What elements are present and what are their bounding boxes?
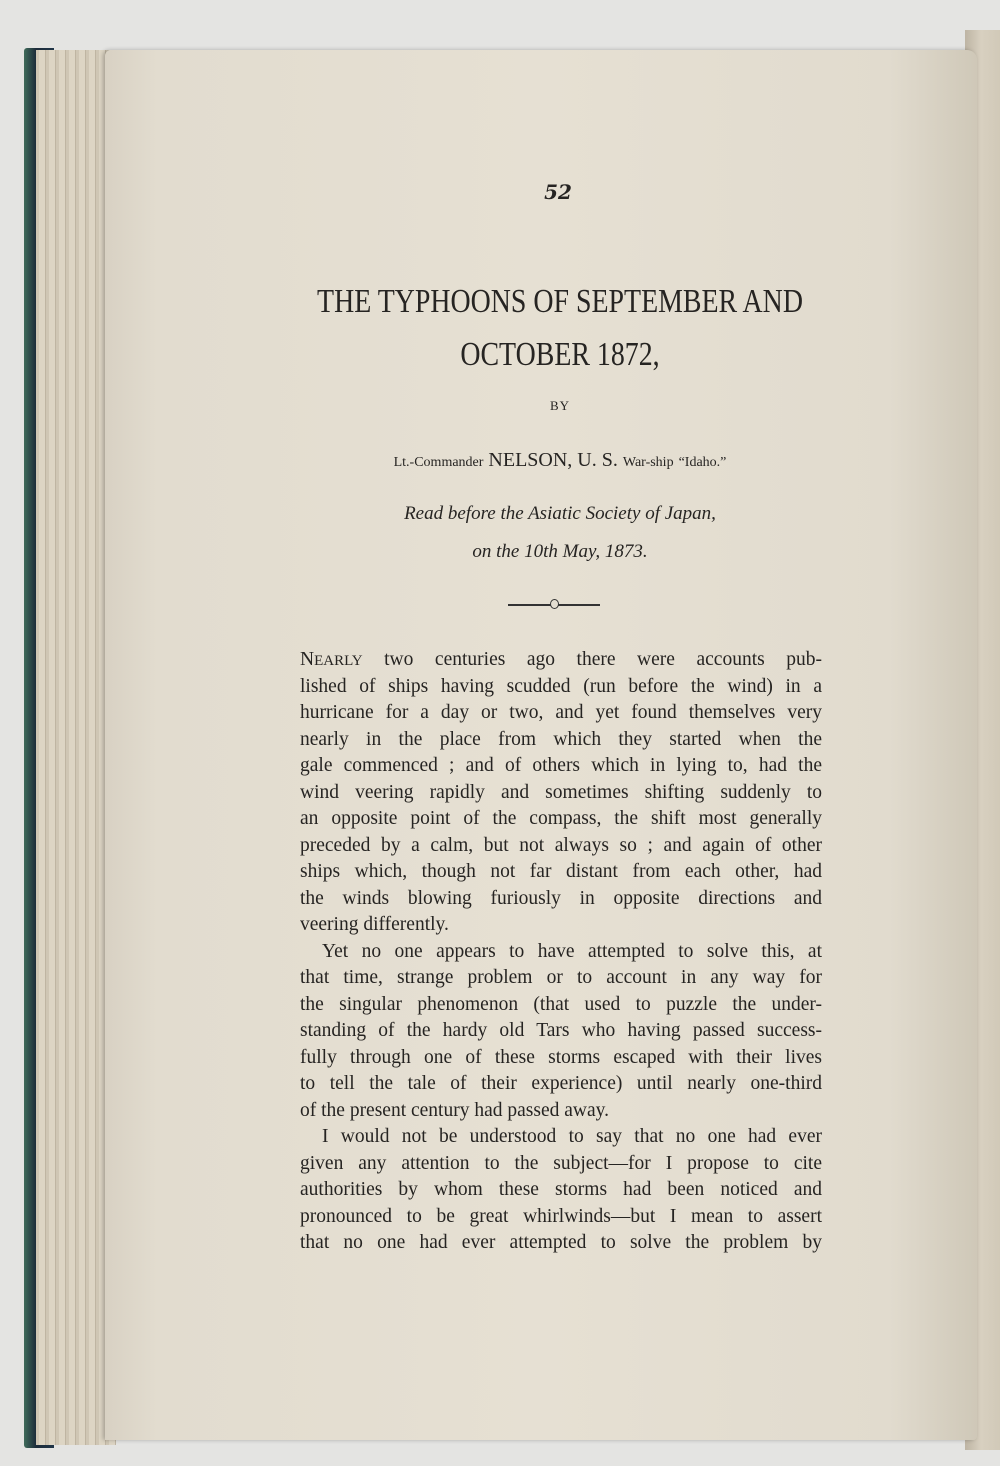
body-line: Yet no one appears to have attempted to solve this, at [322, 940, 822, 962]
ornament-divider [508, 604, 600, 606]
body-line: pronounced to be great whirlwinds—but I mean to assert [300, 1205, 822, 1227]
body-line: that no one had ever attempted to solve the problem by [300, 1232, 822, 1253]
body-line: the singular phenomenon (that used to puzzle the under- [300, 993, 822, 1015]
author-line [290, 449, 830, 472]
ship-prefix: War-ship [622, 455, 674, 470]
body-line: I would not be understood to say that no one had ever [322, 1126, 822, 1147]
body-line: NEARLY two centuries ago there were accounts pub- [300, 649, 822, 670]
ship-name: “Idaho.” [678, 455, 727, 470]
body-line: nearly in the place from which they started when the [300, 728, 822, 750]
body-line: given any attention to the subject—for I propose to cite [300, 1152, 822, 1174]
body-line: fully through one of these storms escaped with their lives [300, 1046, 822, 1068]
title-line-1: THE TYPHOONS OF SEPTEMBER AND [317, 283, 803, 320]
body-line: to tell the tale of their experience) until nearly one-third [300, 1073, 822, 1094]
body-line: preceded by a calm, but not always so ; and again of other [300, 834, 822, 856]
read-date-line: on the 10th May, 1873. [472, 541, 648, 562]
body-line: that time, strange problem or to account in any way for [300, 967, 822, 988]
body-line: an opposite point of the compass, the shift most generally [300, 808, 822, 829]
page-number: 52 [544, 180, 572, 204]
author-prefix: Lt.-Commander [393, 455, 484, 470]
author-name: NELSON, U. S. [488, 449, 618, 471]
ornament-circle [550, 599, 559, 609]
body-line: of the present century had passed away. [300, 1099, 609, 1121]
body-line: wind veering rapidly and sometimes shifting suddenly to [300, 781, 822, 803]
body-line: the winds blowing furiously in opposite directions and [300, 887, 822, 909]
body-line: veering differently. [300, 914, 449, 935]
body-line: lished of ships having scudded (run before the wind) in a [300, 675, 822, 697]
body-line: authorities by whom these storms had been noticed and [300, 1179, 822, 1200]
by-label: BY [549, 398, 571, 413]
body-line: hurricane for a day or two, and yet found themselves very [300, 702, 822, 723]
title-line-2: OCTOBER 1872, [460, 336, 660, 373]
body-line: gale commenced ; and of others which in lying to, had the [300, 755, 822, 776]
body-line: standing of the hardy old Tars who having passed success- [300, 1020, 822, 1041]
read-before-line: Read before the Asiatic Society of Japan, [404, 503, 716, 524]
page-stack [36, 50, 116, 1445]
body-line: ships which, though not far distant from each other, had [300, 861, 822, 882]
